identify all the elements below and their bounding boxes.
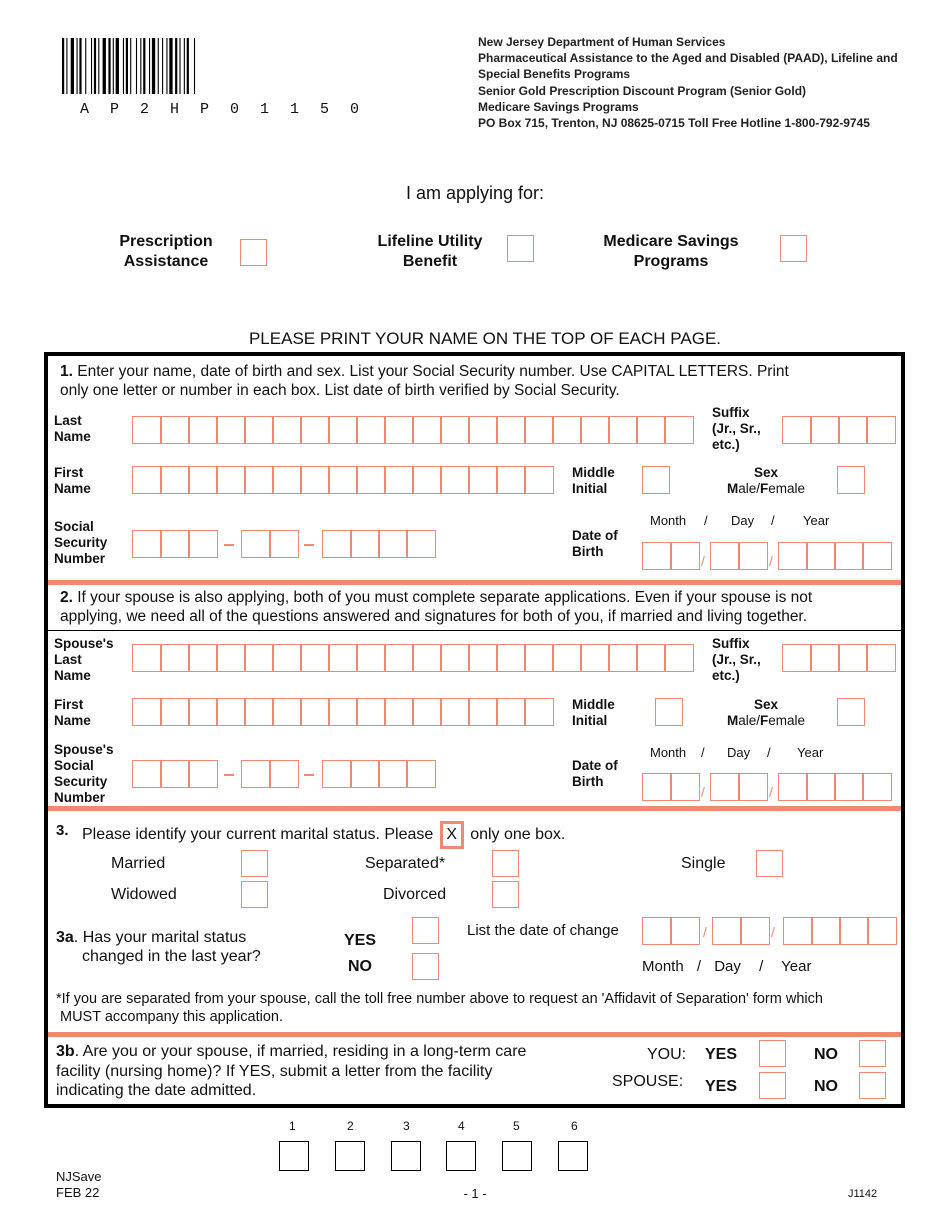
date-of-change-label: List the date of change <box>467 922 619 939</box>
character-cell[interactable] <box>328 466 358 494</box>
spouse-sex-label: Sex Male/Female <box>726 697 806 728</box>
3b-spouse-yes-checkbox[interactable] <box>759 1072 786 1099</box>
character-cell[interactable] <box>778 542 808 570</box>
character-cell[interactable] <box>188 760 218 788</box>
middle-initial-field[interactable] <box>642 466 670 494</box>
ssn-label: Social Security Number <box>54 519 108 566</box>
character-cell[interactable] <box>241 530 271 558</box>
barcode-bar <box>152 38 155 94</box>
barcode-bar <box>62 38 64 94</box>
spouse-first-name-label: First Name <box>54 697 91 728</box>
character-cell[interactable] <box>322 530 352 558</box>
character-cell[interactable] <box>496 644 526 672</box>
character-cell[interactable] <box>782 416 812 444</box>
barcode-bar <box>169 38 172 94</box>
barcode-bar <box>166 38 167 94</box>
program-line-4: Medicare Savings Programs <box>478 100 639 114</box>
medicare-checkbox[interactable] <box>780 235 807 262</box>
barcode-bar <box>175 38 177 94</box>
spouse-suffix-label: Suffix (Jr., Sr., etc.) <box>712 636 761 683</box>
section-divider <box>48 580 901 585</box>
character-cell[interactable] <box>580 644 610 672</box>
barcode-bar <box>179 38 180 94</box>
spouse-ssn-field-part-3[interactable] <box>322 760 434 788</box>
form-name: NJSave <box>56 1169 102 1184</box>
character-cell[interactable] <box>188 644 218 672</box>
character-cell[interactable] <box>272 644 302 672</box>
spouse-ssn-label: Spouse's Social Security Number <box>54 742 114 805</box>
barcode-bar <box>66 38 67 94</box>
character-cell[interactable] <box>670 773 700 801</box>
dob-day-field[interactable] <box>710 542 766 570</box>
character-cell[interactable] <box>356 644 386 672</box>
page-number-5: 5 <box>513 1119 520 1133</box>
suffix-field[interactable] <box>782 416 894 444</box>
character-cell[interactable] <box>300 698 330 726</box>
barcode-bar <box>140 38 141 94</box>
character-cell[interactable] <box>524 644 554 672</box>
character-cell[interactable] <box>356 698 386 726</box>
character-cell[interactable] <box>496 698 526 726</box>
divorced-label: Divorced <box>383 886 447 903</box>
last-name-field[interactable] <box>132 416 692 444</box>
character-cell[interactable] <box>378 530 408 558</box>
character-cell[interactable] <box>269 530 299 558</box>
ssn-dash <box>224 544 234 546</box>
date-slash: / <box>701 784 705 800</box>
character-cell[interactable] <box>838 416 868 444</box>
character-cell[interactable] <box>269 760 299 788</box>
suffix-label: Suffix (Jr., Sr., etc.) <box>712 405 761 452</box>
character-cell[interactable] <box>862 773 892 801</box>
3b-you-no-label: NO <box>814 1046 838 1063</box>
barcode-graphic <box>62 38 282 94</box>
page-box-6[interactable] <box>558 1141 588 1171</box>
character-cell[interactable] <box>300 644 330 672</box>
character-cell[interactable] <box>783 917 813 945</box>
3b-you-yes-label: YES <box>705 1046 738 1063</box>
character-cell[interactable] <box>300 466 330 494</box>
lifeline-checkbox[interactable] <box>507 235 534 262</box>
change-month-field[interactable] <box>642 917 698 945</box>
spouse-suffix-field[interactable] <box>782 644 894 672</box>
section-divider <box>48 806 901 811</box>
character-cell[interactable] <box>132 416 162 444</box>
character-cell[interactable] <box>244 416 274 444</box>
character-cell[interactable] <box>524 416 554 444</box>
widowed-label: Widowed <box>111 886 177 903</box>
character-cell[interactable] <box>834 542 864 570</box>
barcode-bar <box>116 38 119 94</box>
barcode-bar <box>130 38 131 94</box>
date-slash: / <box>701 553 705 569</box>
question-3a: 3a. Has your marital status changed in the last year? <box>56 929 261 965</box>
section-3-instruction: Please identify your current marital status. Please X only one box. <box>82 821 565 849</box>
character-cell[interactable] <box>160 530 190 558</box>
character-cell[interactable] <box>580 416 610 444</box>
question-3b: 3b. Are you or your spouse, if married, residing in a long-term care facility (nursing home)? If YES, submit a letter from the facility indicating the date admitted. <box>56 1043 527 1099</box>
character-cell[interactable] <box>216 644 246 672</box>
program-line-2: Special Benefits Programs <box>478 67 631 81</box>
middle-initial-label: Middle Initial <box>572 465 615 496</box>
character-cell[interactable] <box>241 760 271 788</box>
character-cell[interactable] <box>642 917 672 945</box>
married-checkbox[interactable] <box>241 850 268 877</box>
character-cell[interactable] <box>552 644 582 672</box>
character-cell[interactable] <box>244 644 274 672</box>
change-day-field[interactable] <box>712 917 768 945</box>
3a-no-checkbox[interactable] <box>412 953 439 980</box>
dob-slash-label: / <box>771 513 775 528</box>
character-cell[interactable] <box>160 644 190 672</box>
character-cell[interactable] <box>834 773 864 801</box>
spouse-dob-year-label: Year <box>797 745 824 760</box>
character-cell[interactable] <box>712 917 742 945</box>
3b-spouse-label: SPOUSE: <box>612 1073 684 1090</box>
character-cell[interactable] <box>524 698 554 726</box>
character-cell[interactable] <box>524 466 554 494</box>
character-cell[interactable] <box>778 773 808 801</box>
change-date-labels: Month / Day / Year <box>642 958 812 975</box>
character-cell[interactable] <box>356 466 386 494</box>
single-checkbox[interactable] <box>756 850 783 877</box>
character-cell[interactable] <box>738 773 768 801</box>
date-slash: / <box>703 924 707 940</box>
character-cell[interactable] <box>412 416 442 444</box>
character-cell[interactable] <box>188 530 218 558</box>
character-cell[interactable] <box>806 542 836 570</box>
x-sample-box: X <box>440 821 464 849</box>
3a-no-label: NO <box>348 958 372 975</box>
character-cell[interactable] <box>670 542 700 570</box>
character-cell[interactable] <box>496 466 526 494</box>
widowed-checkbox[interactable] <box>241 881 268 908</box>
barcode-bar <box>136 38 137 94</box>
dob-slash-label: / <box>704 513 708 528</box>
barcode <box>62 38 282 94</box>
page-box-2[interactable] <box>335 1141 365 1171</box>
ssn-dash <box>304 544 314 546</box>
date-slash: / <box>769 784 773 800</box>
sex-label: Sex Male/Female <box>726 465 806 496</box>
character-cell[interactable] <box>272 698 302 726</box>
page-number-3: 3 <box>403 1119 410 1133</box>
character-cell[interactable] <box>132 760 162 788</box>
character-cell[interactable] <box>384 416 414 444</box>
character-cell[interactable] <box>782 644 812 672</box>
form-date: FEB 22 <box>56 1185 100 1200</box>
character-cell[interactable] <box>322 760 352 788</box>
character-cell[interactable] <box>670 917 700 945</box>
first-name-label: First Name <box>54 465 91 496</box>
character-cell[interactable] <box>664 416 694 444</box>
character-cell[interactable] <box>866 644 896 672</box>
character-cell[interactable] <box>496 416 526 444</box>
character-cell[interactable] <box>160 698 190 726</box>
character-cell[interactable] <box>642 773 672 801</box>
character-cell[interactable] <box>356 416 386 444</box>
spouse-dob-day-field[interactable] <box>710 773 766 801</box>
spouse-last-name-field[interactable] <box>132 644 692 672</box>
character-cell[interactable] <box>188 466 218 494</box>
sex-field[interactable] <box>837 466 865 494</box>
barcode-bar <box>85 38 86 94</box>
barcode-bar <box>143 38 145 94</box>
barcode-bar <box>79 38 81 94</box>
barcode-bar <box>113 38 114 94</box>
character-cell[interactable] <box>608 644 638 672</box>
3b-spouse-yes-label: YES <box>705 1078 738 1095</box>
character-cell[interactable] <box>412 698 442 726</box>
character-cell[interactable] <box>244 466 274 494</box>
character-cell[interactable] <box>378 760 408 788</box>
character-cell[interactable] <box>468 466 498 494</box>
spouse-middle-initial-label: Middle Initial <box>572 697 615 728</box>
dob-month-label: Month <box>650 513 687 528</box>
spouse-last-name-label: Spouse's Last Name <box>54 636 114 683</box>
character-cell[interactable] <box>384 466 414 494</box>
program-line-1: Pharmaceutical Assistance to the Aged and Disabled (PAAD), Lifeline and <box>478 51 898 65</box>
spouse-middle-initial-field[interactable] <box>655 698 683 726</box>
3b-you-label: YOU: <box>647 1046 687 1063</box>
character-cell[interactable] <box>160 466 190 494</box>
option-lifeline-label: Lifeline Utility Benefit <box>377 233 483 270</box>
divorced-checkbox[interactable] <box>492 881 519 908</box>
dob-year-label: Year <box>803 513 830 528</box>
character-cell[interactable] <box>300 416 330 444</box>
character-cell[interactable] <box>160 416 190 444</box>
barcode-bar <box>103 38 106 94</box>
character-cell[interactable] <box>811 917 841 945</box>
spouse-dob-year-field[interactable] <box>778 773 890 801</box>
section-divider-thin <box>48 630 901 631</box>
character-cell[interactable] <box>272 416 302 444</box>
page-box-5[interactable] <box>502 1141 532 1171</box>
character-cell[interactable] <box>440 698 470 726</box>
character-cell[interactable] <box>132 530 162 558</box>
dob-month-field[interactable] <box>642 542 698 570</box>
barcode-bar <box>158 38 159 94</box>
spouse-dob-slash-label: / <box>767 745 771 760</box>
separated-label: Separated* <box>365 855 446 872</box>
page-number-2: 2 <box>347 1119 354 1133</box>
character-cell[interactable] <box>328 698 358 726</box>
character-cell[interactable] <box>384 644 414 672</box>
character-cell[interactable] <box>710 773 740 801</box>
dob-label: Date of Birth <box>572 528 618 559</box>
character-cell[interactable] <box>440 644 470 672</box>
character-cell[interactable] <box>866 416 896 444</box>
3b-spouse-no-checkbox[interactable] <box>859 1072 886 1099</box>
character-cell[interactable] <box>188 416 218 444</box>
option-medicare-label: Medicare Savings Programs <box>603 233 739 270</box>
barcode-bar <box>108 38 110 94</box>
ssn-field-part-3[interactable] <box>322 530 434 558</box>
barcode-bar <box>126 38 128 94</box>
page-box-4[interactable] <box>446 1141 476 1171</box>
change-year-field[interactable] <box>783 917 895 945</box>
address-line: PO Box 715, Trenton, NJ 08625-0715 Toll Free Hotline 1-800-792-9745 <box>478 116 870 130</box>
character-cell[interactable] <box>664 644 694 672</box>
character-cell[interactable] <box>412 466 442 494</box>
ssn-dash <box>224 774 234 776</box>
dob-day-label: Day <box>731 513 755 528</box>
character-cell[interactable] <box>608 416 638 444</box>
character-cell[interactable] <box>838 644 868 672</box>
character-cell[interactable] <box>468 416 498 444</box>
prescription-checkbox[interactable] <box>240 239 267 266</box>
character-cell[interactable] <box>160 760 190 788</box>
spouse-first-name-field[interactable] <box>132 698 552 726</box>
barcode-bar <box>91 38 92 94</box>
barcode-bar <box>123 38 124 94</box>
character-cell[interactable] <box>806 773 836 801</box>
date-slash: / <box>769 553 773 569</box>
character-cell[interactable] <box>132 466 162 494</box>
character-cell[interactable] <box>350 760 380 788</box>
last-name-label: Last Name <box>54 413 91 444</box>
applying-title: I am applying for: <box>405 183 545 203</box>
3b-spouse-no-label: NO <box>814 1078 838 1095</box>
barcode-bar <box>94 38 96 94</box>
option-prescription-label: Prescription Assistance <box>119 233 213 270</box>
character-cell[interactable] <box>636 416 666 444</box>
character-cell[interactable] <box>272 466 302 494</box>
print-notice: PLEASE PRINT YOUR NAME ON THE TOP OF EACH PAGE. <box>248 329 722 348</box>
character-cell[interactable] <box>350 530 380 558</box>
agency-name: New Jersey Department of Human Services <box>478 35 726 49</box>
page-number-6: 6 <box>571 1119 578 1133</box>
barcode-bar <box>149 38 150 94</box>
spouse-ssn-field-part-1[interactable] <box>132 760 216 788</box>
character-cell[interactable] <box>740 917 770 945</box>
program-line-3: Senior Gold Prescription Discount Program (Senior Gold) <box>478 84 807 98</box>
barcode-bar <box>162 38 163 94</box>
character-cell[interactable] <box>216 466 246 494</box>
spouse-dob-slash-label: / <box>701 745 705 760</box>
character-cell[interactable] <box>406 760 436 788</box>
first-name-field[interactable] <box>132 466 552 494</box>
barcode-bar <box>71 38 74 94</box>
barcode-bar <box>194 38 195 94</box>
character-cell[interactable] <box>810 644 840 672</box>
character-cell[interactable] <box>132 644 162 672</box>
barcode-text: A P 2 H P 0 1 1 5 0 <box>80 101 366 118</box>
character-cell[interactable] <box>552 416 582 444</box>
page-box-3[interactable] <box>391 1141 421 1171</box>
spouse-sex-field[interactable] <box>837 698 865 726</box>
barcode-bar <box>98 38 99 94</box>
character-cell[interactable] <box>328 416 358 444</box>
ssn-field-part-1[interactable] <box>132 530 216 558</box>
section-2-instruction: 2. If your spouse is also applying, both of you must complete separate applications. Even if your spouse is not applying, we need all of the questions answered and signatures for both of you, if married and living together. <box>60 589 813 625</box>
character-cell[interactable] <box>412 644 442 672</box>
section-1-instruction: 1. Enter your name, date of birth and sex. List your Social Security number. Use CAPITAL LETTERS. Print only one letter or number in each box. List date of birth verified by Social Security. <box>60 363 789 399</box>
spouse-dob-month-field[interactable] <box>642 773 698 801</box>
page-number-1: 1 <box>289 1119 296 1133</box>
character-cell[interactable] <box>328 644 358 672</box>
character-cell[interactable] <box>867 917 897 945</box>
character-cell[interactable] <box>636 644 666 672</box>
character-cell[interactable] <box>810 416 840 444</box>
3a-yes-label: YES <box>344 932 377 949</box>
character-cell[interactable] <box>216 698 246 726</box>
section-3-number: 3. <box>56 822 69 839</box>
spouse-ssn-field-part-2[interactable] <box>241 760 297 788</box>
separation-footnote: *If you are separated from your spouse, call the toll free number above to request an 'Affidavit of Separation' form which MUST accompany this application. <box>56 991 823 1025</box>
3a-yes-checkbox[interactable] <box>412 917 439 944</box>
3b-you-no-checkbox[interactable] <box>859 1040 886 1067</box>
spouse-dob-label: Date of Birth <box>572 758 618 789</box>
ssn-dash <box>304 774 314 776</box>
separated-checkbox[interactable] <box>492 850 519 877</box>
page-box-1[interactable] <box>279 1141 309 1171</box>
character-cell[interactable] <box>384 698 414 726</box>
date-slash: / <box>771 924 775 940</box>
form-code: J1142 <box>848 1188 878 1200</box>
character-cell[interactable] <box>188 698 218 726</box>
character-cell[interactable] <box>406 530 436 558</box>
character-cell[interactable] <box>862 542 892 570</box>
character-cell[interactable] <box>468 698 498 726</box>
barcode-bar <box>187 38 189 94</box>
spouse-dob-day-label: Day <box>727 745 751 760</box>
3b-you-yes-checkbox[interactable] <box>759 1040 786 1067</box>
ssn-field-part-2[interactable] <box>241 530 297 558</box>
barcode-bar <box>77 38 78 94</box>
character-cell[interactable] <box>440 466 470 494</box>
married-label: Married <box>111 855 166 872</box>
barcode-bar <box>184 38 185 94</box>
dob-year-field[interactable] <box>778 542 890 570</box>
single-label: Single <box>681 855 726 872</box>
character-cell[interactable] <box>440 416 470 444</box>
character-cell[interactable] <box>738 542 768 570</box>
section-divider <box>48 1032 901 1037</box>
character-cell[interactable] <box>839 917 869 945</box>
character-cell[interactable] <box>468 644 498 672</box>
page-number-4: 4 <box>458 1119 465 1133</box>
character-cell[interactable] <box>132 698 162 726</box>
character-cell[interactable] <box>710 542 740 570</box>
spouse-dob-month-label: Month <box>650 745 687 760</box>
character-cell[interactable] <box>216 416 246 444</box>
character-cell[interactable] <box>244 698 274 726</box>
character-cell[interactable] <box>642 542 672 570</box>
page-number: - 1 - <box>463 1186 487 1201</box>
